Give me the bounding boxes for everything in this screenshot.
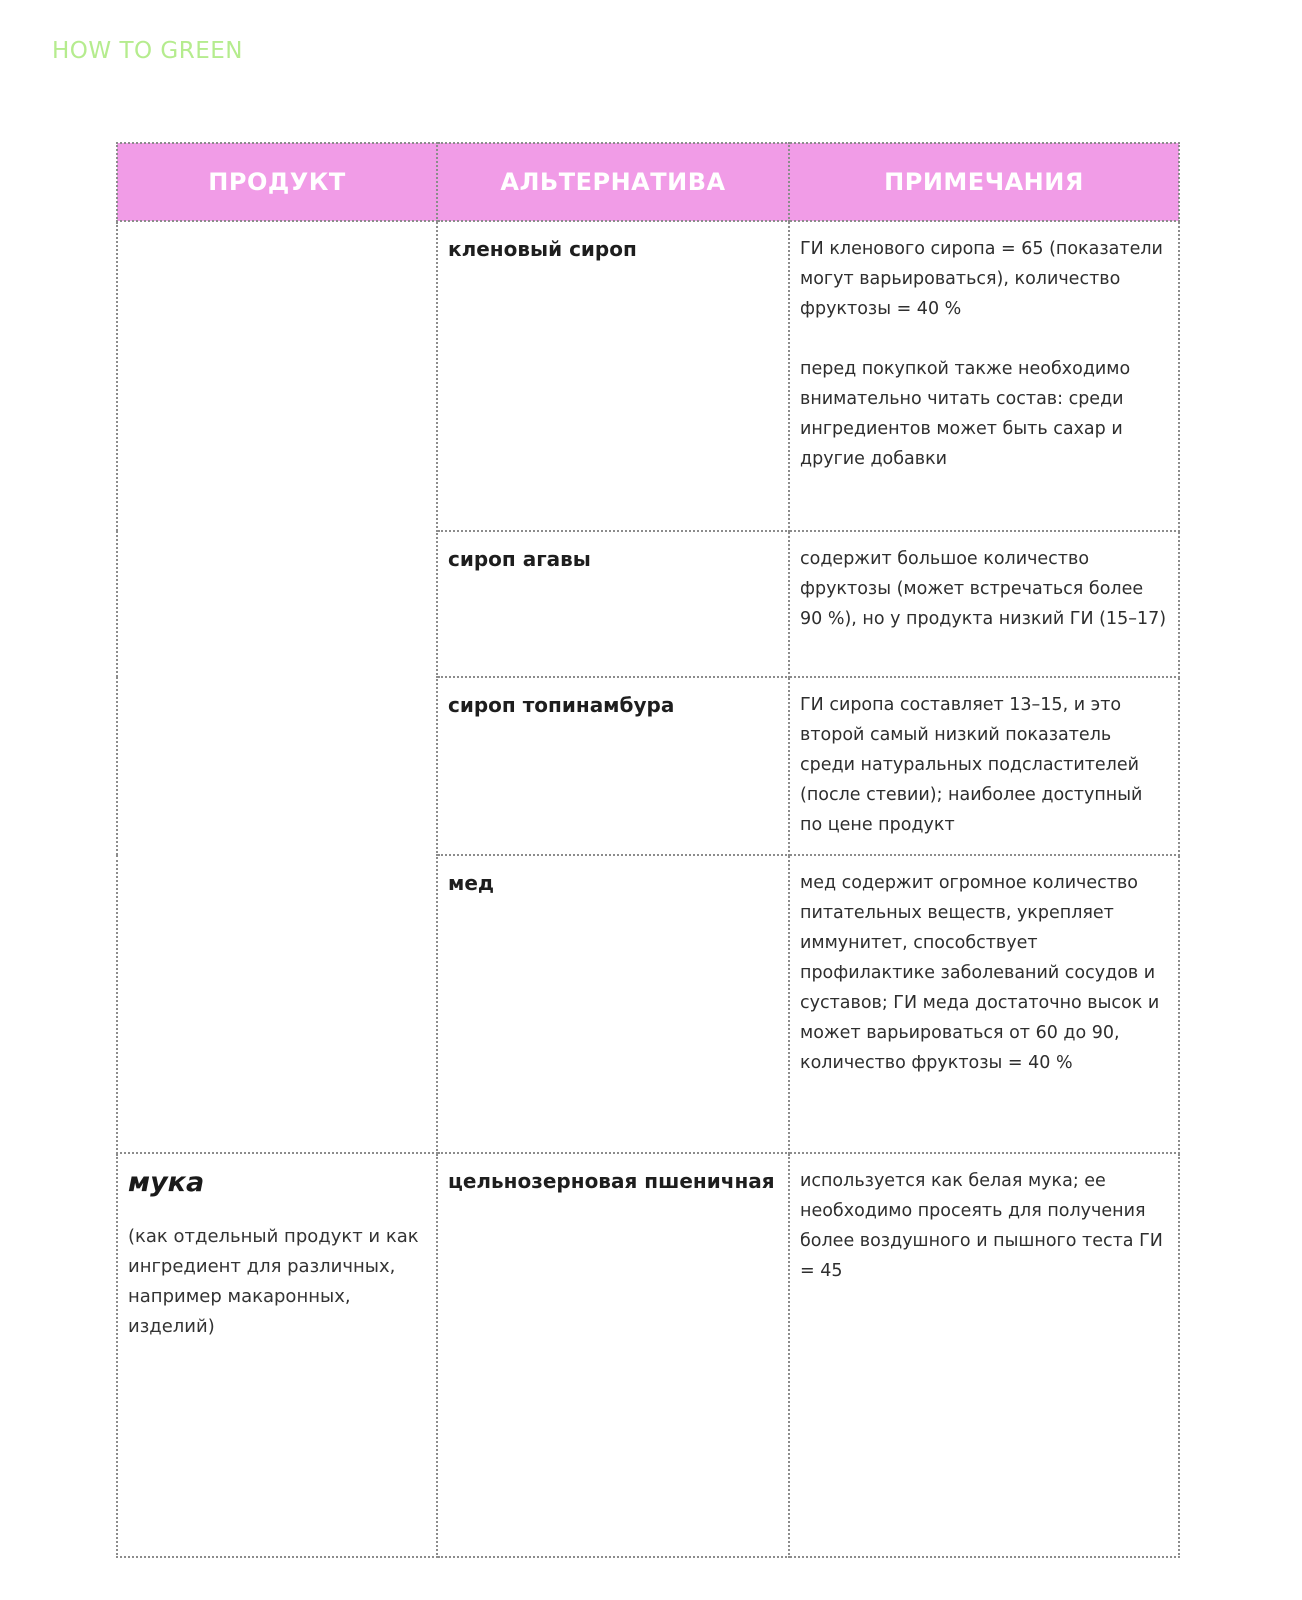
product-note: (как отдельный продукт и как ингредиент для различных, например макаронных, изделий) (128, 1226, 419, 1337)
product-cell (117, 1153, 437, 1557)
product-alternatives-table (116, 142, 1180, 1558)
alternative-cell (437, 531, 789, 677)
header-notes: ПРИМЕЧАНИЯ (789, 143, 1179, 221)
notes-cell (789, 677, 1179, 855)
notes-cell (789, 221, 1179, 531)
note-text: мед содержит огромное количество питательных веществ, укрепляет иммунитет, способствует профилактике заболеваний сосудов и суставов; ГИ меда достаточно высок и может варьироваться от 60 до 90, количество фруктозы = 40 % (800, 873, 1160, 1073)
note-text: используется как белая мука; ее необходимо просеять для получения более воздушного и пышного теста ГИ = 45 (800, 1171, 1163, 1281)
table-row (117, 221, 1179, 531)
notes-cell (789, 855, 1179, 1153)
note-text: ГИ кленового сиропа = 65 (показатели могут варьироваться), количество фруктозы = 40 % (800, 239, 1163, 319)
product-cell-empty (117, 221, 437, 1153)
alternative-cell (437, 1153, 789, 1557)
alternative-name: цельнозерновая пшеничная (448, 1169, 775, 1193)
header-product: ПРОДУКТ (117, 143, 437, 221)
alternative-name: кленовый сироп (448, 237, 637, 261)
alternative-cell (437, 677, 789, 855)
note-text: перед покупкой также необходимо внимательно читать состав: среди ингредиентов может быть сахар и другие добавки (800, 359, 1131, 469)
alternative-name: мед (448, 871, 495, 895)
alternative-cell (437, 221, 789, 531)
notes-cell (789, 531, 1179, 677)
note-text: ГИ сиропа составляет 13–15, и это второй самый низкий показатель среди натуральных подсластителей (после стевии); наиболее доступный по цене продукт (800, 695, 1143, 835)
note-text: содержит большое количество фруктозы (может встречаться более 90 %), но у продукта низкий ГИ (15–17) (800, 549, 1167, 629)
table-header-row (117, 143, 1179, 221)
header-alternative: АЛЬТЕРНАТИВА (437, 143, 789, 221)
alternative-name: сироп топинамбура (448, 693, 675, 717)
notes-cell (789, 1153, 1179, 1557)
running-head: HOW TO GREEN (52, 38, 243, 64)
alternative-name: сироп агавы (448, 547, 591, 571)
alternative-cell (437, 855, 789, 1153)
table-row (117, 1153, 1179, 1557)
product-name: мука (128, 1167, 205, 1198)
